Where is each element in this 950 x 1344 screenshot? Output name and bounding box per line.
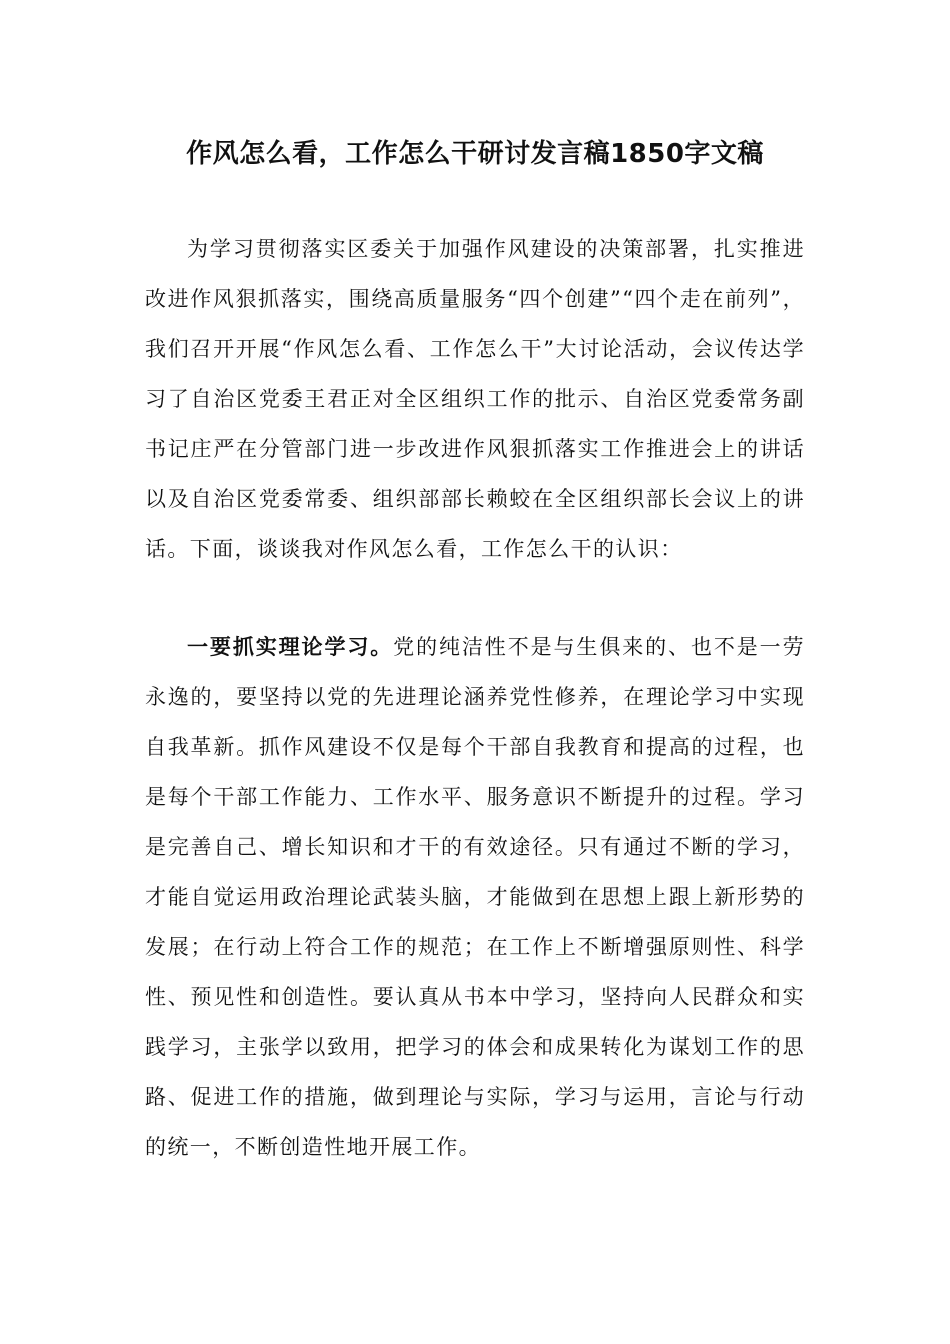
document-title: 作风怎么看，工作怎么干研讨发言稿1850字文稿: [186, 139, 764, 169]
section-1-body: 党的纯洁性不是与生俱来的、也不是一劳永逸的，要坚持以党的先进理论涵养党性修养，在理论学习中实现自我革新。抓作风建设不仅是每个干部自我教育和提高的过程，也是每个干部工作能力、工作水平、服务意识不断提升的过程。学习是完善自己、增长知识和才干的有效途径。只有通过不断的学习，才能自觉运用政治理论武装头脑，才能做到在思想上跟上新形势的发展；在行动上符合工作的规范；在工作上不断增强原则性、科学性、预见性和创造性。要认真从书本中学习，坚持向人民群众和实践学习，主张学以致用，把学习的体会和成果转化为谋划工作的思路、促进工作的措施，做到理论与实际，学习与运用，言论与行动的统一，不断创造性地开展工作。: [145, 635, 805, 1159]
section-1-heading: 一要抓实理论学习。: [187, 635, 394, 659]
section-1-paragraph: [145, 622, 805, 1172]
intro-paragraph: 为学习贯彻落实区委关于加强作风建设的决策部署，扎实推进改进作风狠抓落实，围绕高质量服务“四个创建”“四个走在前列”，我们召开开展“作风怎么看、工作怎么干”大讨论活动，会议传达学习了自治区党委王君正对全区组织工作的批示、自治区党委常务副书记庄严在分管部门进一步改进作风狠抓落实工作推进会上的讲话以及自治区党委常委、组织部部长赖蛟在全区组织部长会议上的讲话。下面，谈谈我对作风怎么看，工作怎么干的认识：: [145, 237, 805, 561]
